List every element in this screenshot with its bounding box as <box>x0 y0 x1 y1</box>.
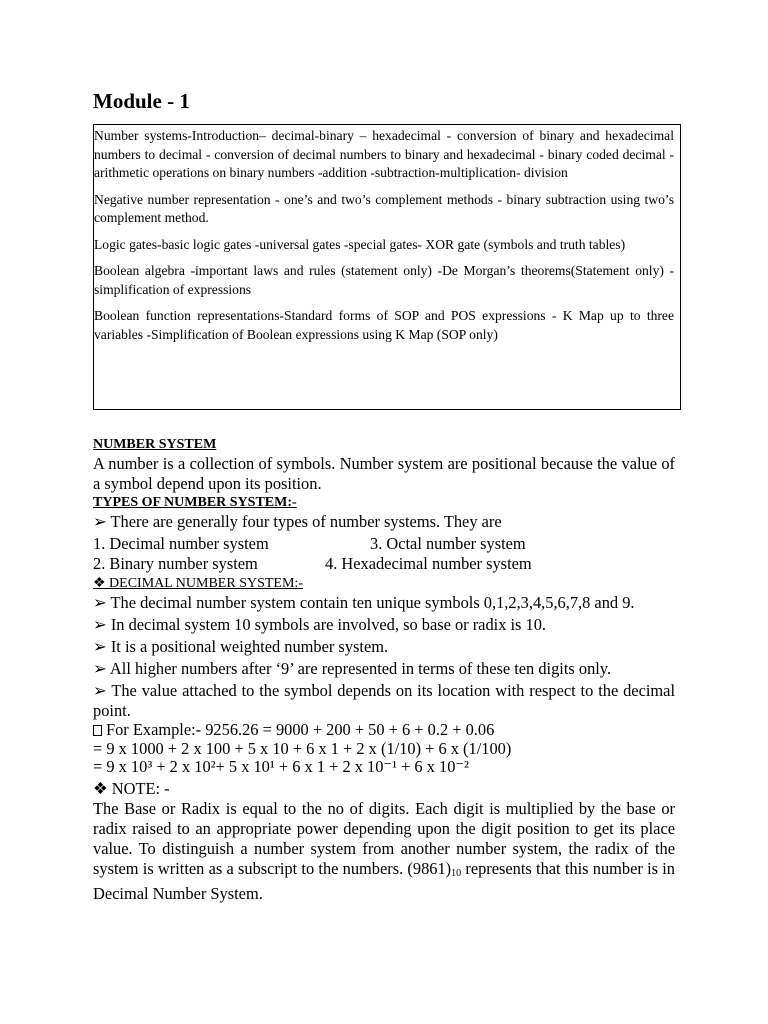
types-row-1 <box>93 534 675 554</box>
type-hexadecimal: 4. Hexadecimal number system <box>325 554 532 573</box>
checkbox-glyph-icon <box>93 725 102 736</box>
main-content <box>93 436 675 904</box>
decimal-bullet: ➢ It is a positional weighted number system. <box>93 637 389 656</box>
syllabus-item: Boolean algebra -important laws and rules (statement only) -De Morgan’s theorems(Statement only) - simplification of expressions <box>94 263 674 297</box>
radix-subscript: 10 <box>451 867 462 879</box>
section-heading-number-system: NUMBER SYSTEM <box>93 437 217 452</box>
syllabus-item: Logic gates-basic logic gates -universal gates -special gates- XOR gate (symbols and truth tables) <box>94 236 626 252</box>
decimal-bullet: ➢ The decimal number system contain ten unique symbols 0,1,2,3,4,5,6,7,8 and 9. <box>93 593 635 612</box>
page-title: Module - 1 <box>93 89 190 113</box>
syllabus-item: Boolean function representations-Standard forms of SOP and POS expressions - K Map up to three variables -Simplification of Boolean expressions using K Map (SOP only) <box>94 308 674 342</box>
type-decimal: 1. Decimal number system <box>93 534 269 553</box>
example-line-3: = 9 x 10³ + 2 x 10²+ 5 x 10¹ + 6 x 1 + 2 x 10⁻¹ + 6 x 10⁻² <box>93 757 469 776</box>
types-row-2 <box>93 554 675 574</box>
types-intro: ➢ There are generally four types of number systems. They are <box>93 512 502 531</box>
note-heading: ❖ NOTE: - <box>93 778 170 798</box>
syllabus-item: Negative number representation - one’s and two’s complement methods - binary subtraction using two’s complement method. <box>94 191 674 225</box>
section-heading-types: TYPES OF NUMBER SYSTEM:- <box>93 495 297 510</box>
decimal-bullet: ➢ In decimal system 10 symbols are involved, so base or radix is 10. <box>93 615 547 634</box>
syllabus-item: Number systems-Introduction– decimal-binary – hexadecimal - conversion of binary and hexadecimal numbers to decimal - conversion of decimal numbers to binary and hexadecimal - binary coded decimal - arithmetic operations on binary numbers -addition -subtraction-multiplication- division <box>94 128 674 180</box>
section-heading-decimal: ❖ DECIMAL NUMBER SYSTEM:- <box>93 576 303 591</box>
type-octal: 3. Octal number system <box>370 534 526 553</box>
example-line-2: = 9 x 1000 + 2 x 100 + 5 x 10 + 6 x 1 + 2 x (1/10) + 6 x (1/100) <box>93 738 512 758</box>
decimal-bullet: ➢ All higher numbers after ‘9’ are represented in terms of these ten digits only. <box>93 659 612 678</box>
type-binary: 2. Binary number system <box>93 554 258 573</box>
number-system-intro: A number is a collection of symbols. Number system are positional because the value of a symbol depend upon its position. <box>93 454 675 493</box>
syllabus-box <box>93 124 681 410</box>
note-body: The Base or Radix is equal to the no of digits. Each digit is multiplied by the base or radix raised to an appropriate power depending upon the digit position to get its place value. To distinguish a number system from another number system, the radix of the system is written as a subscript to the numbers. $(9861)_{10}$ represents that this number is in Decimal Number System. <box>93 798 675 903</box>
decimal-bullet: ➢ The value attached to the symbol depends on its location with respect to the decimal point. <box>93 681 675 720</box>
example-line-1: For Example:- 9256.26 = 9000 + 200 + 50 + 6 + 0.2 + 0.06 <box>93 721 675 740</box>
